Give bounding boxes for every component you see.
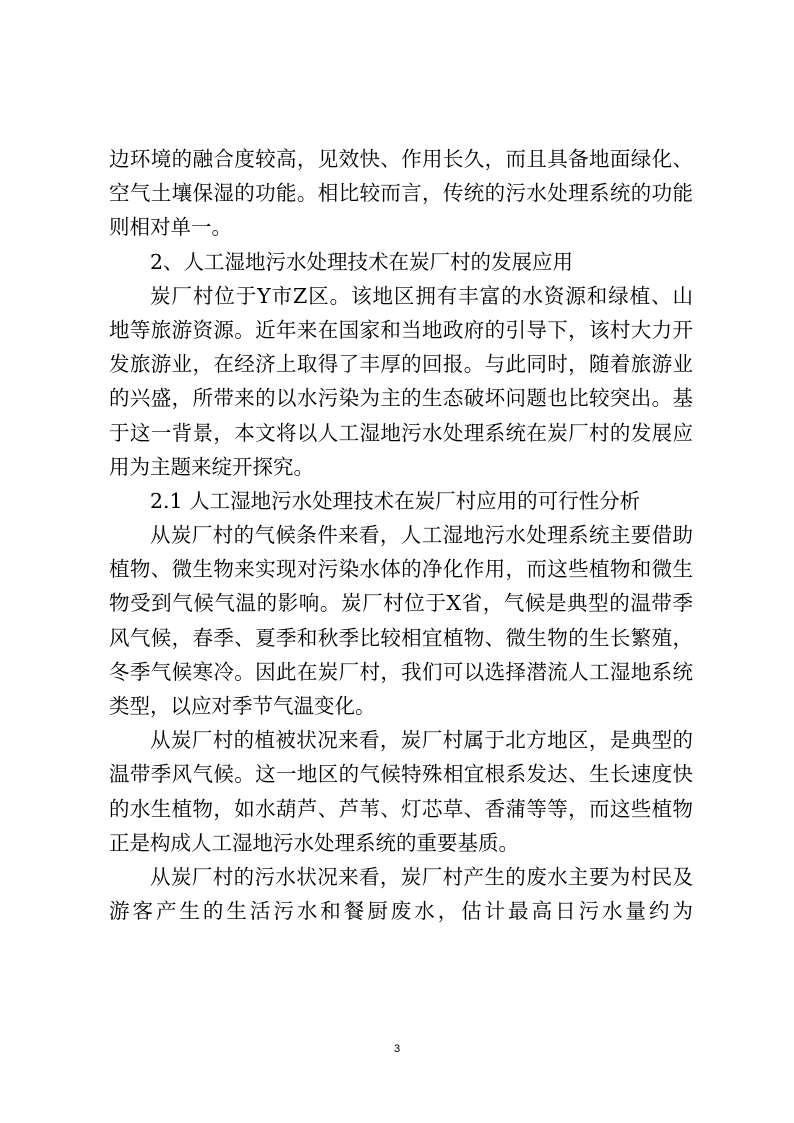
text-line: 温带季风气候。这一地区的气候特殊相宜根系发达、生长速度快 (109, 762, 693, 787)
text-line: 植物、微生物来实现对污染水体的净化作用，而这些植物和微生 (109, 557, 693, 582)
text-line: 从炭厂村的污水状况来看，炭厂村产生的废水主要为村民及 (150, 864, 693, 889)
text-line: 类型，以应对季节气温变化。 (109, 694, 376, 718)
text-line: 地等旅游资源。近年来在国家和当地政府的引导下，该村大力开 (109, 317, 693, 342)
text-line: 于这一背景，本文将以人工湿地污水处理系统在炭厂村的发展应 (109, 420, 693, 445)
text-line: 边环境的融合度较高，见效快、作用长久，而且具备地面绿化、 (109, 147, 693, 171)
text-line: 用为主题来绽开探究。 (109, 454, 314, 479)
text-line: 从炭厂村的气候条件来看，人工湿地污水处理系统主要借助 (150, 523, 693, 548)
text-line: 物受到气候气温的影响。炭厂村位于X省，气候是典型的温带季 (109, 591, 693, 616)
text-line: 风气候，春季、夏季和秋季比较相宜植物、微生物的生长繁殖， (109, 625, 693, 650)
text-line: 发旅游业，在经济上取得了丰厚的回报。与此同时，随着旅游业 (109, 352, 693, 377)
text-line: 空气土壤保湿的功能。相比较而言，传统的污水处理系统的功能 (109, 181, 693, 206)
document-body (109, 142, 693, 928)
text-line: 炭厂村位于Y市Z区。该地区拥有丰富的水资源和绿植、山 (150, 283, 693, 308)
page-number: 3 (393, 1043, 401, 1055)
text-line: 的水生植物，如水葫芦、芦苇、灯芯草、香蒲等等，而这些植物 (109, 796, 693, 821)
text-line: 正是构成人工湿地污水处理系统的重要基质。 (109, 830, 519, 855)
text-line: 从炭厂村的植被状况来看，炭厂村属于北方地区，是典型的 (150, 728, 693, 753)
text-line: 游客产生的生活污水和餐厨废水，估计最高日污水量约为 (109, 899, 693, 924)
subsection-heading: 2.1 人工湿地污水处理技术在炭厂村应用的可行性分析 (150, 488, 641, 513)
text-line: 的兴盛，所带来的以水污染为主的生态破坏问题也比较突出。基 (109, 386, 693, 411)
text-line: 冬季气候寒冷。因此在炭厂村，我们可以选择潜流人工湿地系统 (109, 659, 693, 684)
section-heading: 2、人工湿地污水处理技术在炭厂村的发展应用 (150, 249, 574, 274)
text-line: 则相对单一。 (109, 215, 232, 240)
